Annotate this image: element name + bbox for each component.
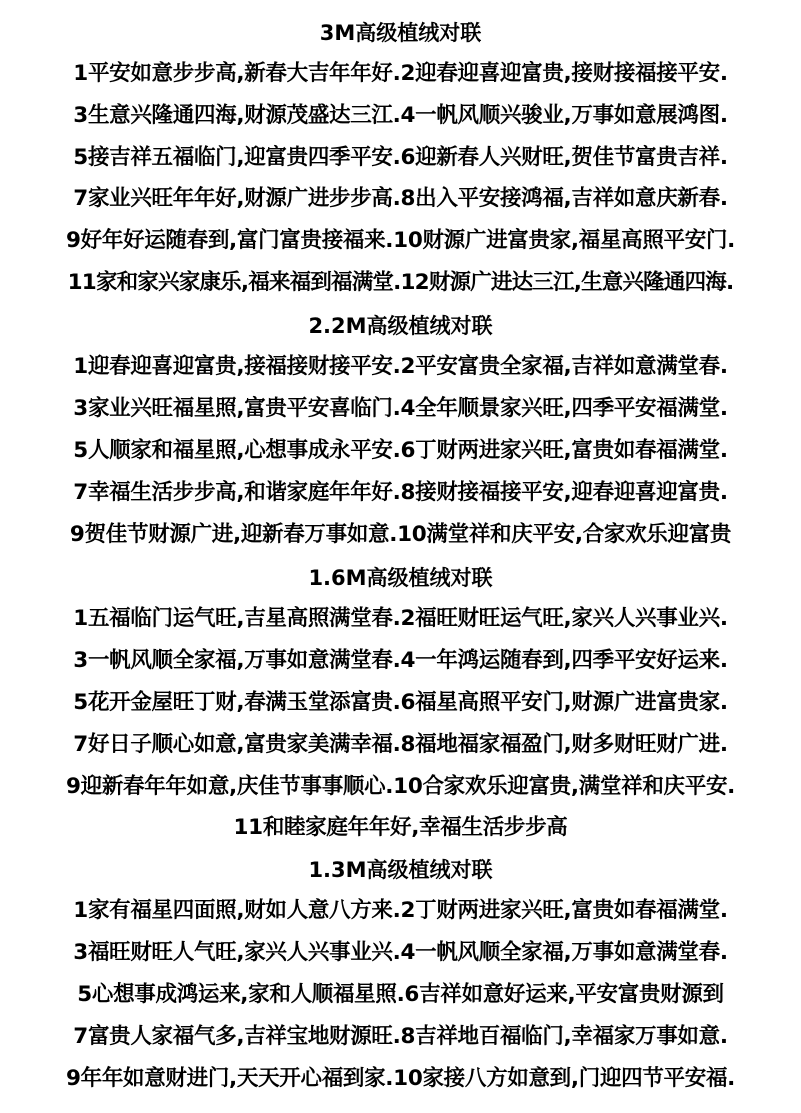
couplet-line: 3一帆风顺全家福,万事如意满堂春.4一年鸿运随春到,四季平安好运来. — [73, 648, 728, 673]
section-title-3m: 3M高级植绒对联 — [319, 21, 482, 45]
couplet-line: 7富贵人家福气多,吉祥宝地财源旺.8吉祥地百福临门,幸福家万事如意. — [73, 1024, 728, 1049]
couplet-line: 11家和家兴家康乐,福来福到福满堂.12财源广进达三江,生意兴隆通四海. — [67, 270, 734, 295]
couplet-line: 11和睦家庭年年好,幸福生活步步高 — [233, 815, 568, 840]
couplet-line: 7好日子顺心如意,富贵家美满幸福.8福地福家福盈门,财多财旺财广进. — [73, 732, 728, 757]
couplet-line: 5心想事成鸿运来,家和人顺福星照.6吉祥如意好运来,平安富贵财源到 — [77, 982, 724, 1007]
couplet-line: 1平安如意步步高,新春大吉年年好.2迎春迎喜迎富贵,接财接福接平安. — [73, 61, 728, 86]
couplet-line: 5花开金屋旺丁财,春满玉堂添富贵.6福星高照平安门,财源广进富贵家. — [73, 690, 728, 715]
couplet-line: 1迎春迎喜迎富贵,接福接财接平安.2平安富贵全家福,吉祥如意满堂春. — [73, 354, 728, 379]
couplet-line: 9迎新春年年如意,庆佳节事事顺心.10合家欢乐迎富贵,满堂祥和庆平安. — [65, 774, 736, 799]
couplet-line: 5接吉祥五福临门,迎富贵四季平安.6迎新春人兴财旺,贺佳节富贵吉祥. — [73, 145, 728, 170]
couplet-line: 3福旺财旺人气旺,家兴人兴事业兴.4一帆风顺全家福,万事如意满堂春. — [73, 940, 728, 965]
couplet-line: 3生意兴隆通四海,财源茂盛达三江.4一帆风顺兴骏业,万事如意展鸿图. — [73, 103, 728, 128]
couplet-line: 9好年好运随春到,富门富贵接福来.10财源广进富贵家,福星高照平安门. — [65, 228, 736, 253]
couplet-line: 9年年如意财进门,天天开心福到家.10家接八方如意到,门迎四节平安福. — [65, 1066, 736, 1091]
section-title-1-3m: 1.3M高级植绒对联 — [308, 858, 493, 882]
couplet-line: 9贺佳节财源广进,迎新春万事如意.10满堂祥和庆平安,合家欢乐迎富贵 — [69, 522, 732, 547]
couplet-line: 5人顺家和福星照,心想事成永平安.6丁财两进家兴旺,富贵如春福满堂. — [73, 438, 728, 463]
couplet-line: 1五福临门运气旺,吉星高照满堂春.2福旺财旺运气旺,家兴人兴事业兴. — [73, 606, 728, 631]
couplet-line: 3家业兴旺福星照,富贵平安喜临门.4全年顺景家兴旺,四季平安福满堂. — [73, 396, 728, 421]
couplet-line: 1家有福星四面照,财如人意八方来.2丁财两进家兴旺,富贵如春福满堂. — [73, 898, 728, 923]
couplet-line: 7家业兴旺年年好,财源广进步步高.8出入平安接鸿福,吉祥如意庆新春. — [73, 186, 728, 211]
couplet-line: 7幸福生活步步高,和谐家庭年年好.8接财接福接平安,迎春迎喜迎富贵. — [73, 480, 728, 505]
section-title-1-6m: 1.6M高级植绒对联 — [308, 566, 493, 590]
section-title-2-2m: 2.2M高级植绒对联 — [308, 314, 493, 338]
